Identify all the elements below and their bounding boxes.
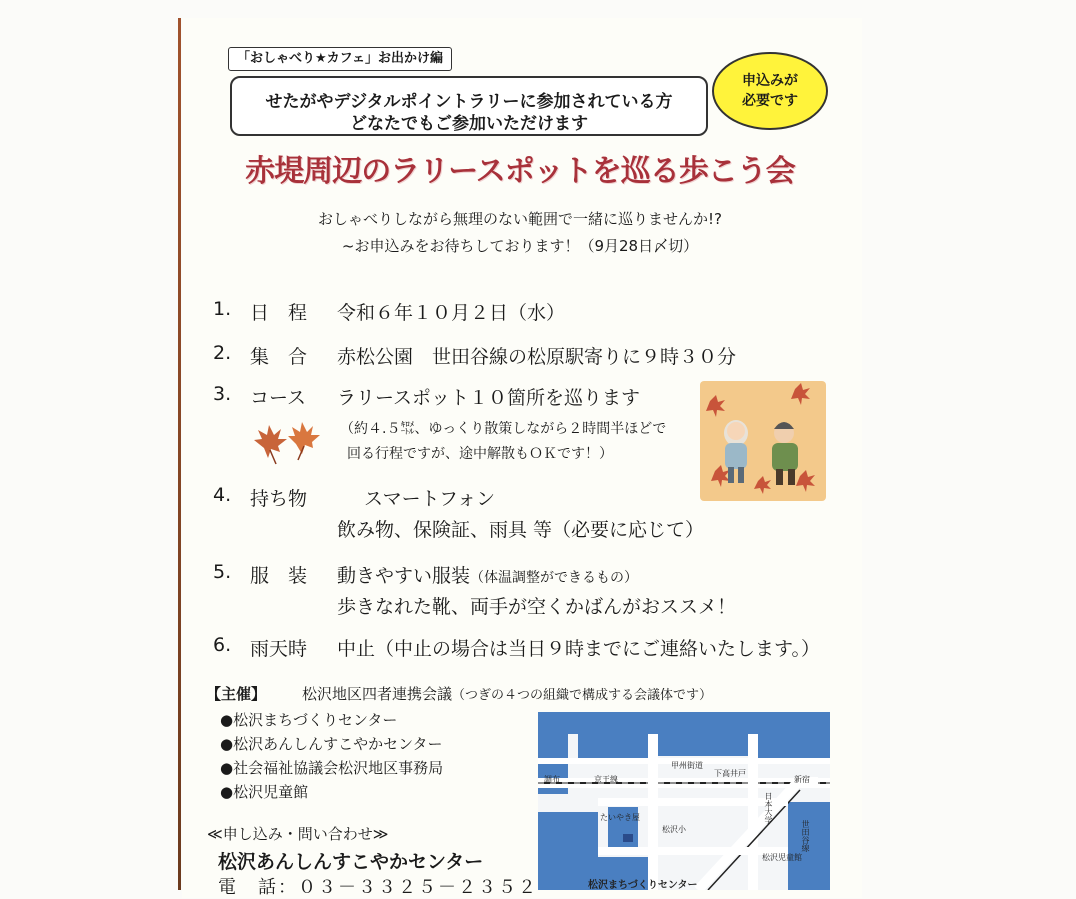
item-number: 6.: [213, 634, 232, 656]
map-label: 松沢小: [662, 825, 686, 834]
badge-line-1: 申込みが: [742, 73, 798, 89]
item-value: 令和６年１０月２日（水）: [337, 302, 566, 324]
map-label: たいやき屋: [600, 813, 640, 822]
item-value: 中止（中止の場合は当日９時までにご連絡いたします。）: [337, 638, 820, 660]
item-label: コース: [250, 387, 307, 409]
item-value: 赤松公園 世田谷線の松原駅寄りに９時３０分: [337, 346, 737, 368]
item-number: 3.: [213, 383, 232, 405]
event-title: 赤堤周辺のラリースポットを巡る歩こう会: [245, 154, 795, 189]
eligibility-line-2: どなたでもご参加いただけます: [350, 114, 588, 134]
item-number: 5.: [213, 561, 232, 583]
page-edge: [178, 18, 181, 890]
item-value: スマートフォン: [364, 488, 496, 510]
organizer-member: ●松沢児童館: [220, 783, 309, 801]
item-value-main: 動きやすい服装: [337, 565, 471, 587]
organizer-member: ●松沢まちづくりセンター: [220, 711, 398, 729]
item-number: 4.: [213, 484, 232, 506]
walking-illustration: [700, 381, 826, 501]
contact-heading: ≪申し込み・問い合わせ≫: [207, 825, 389, 843]
area-map: [538, 712, 830, 890]
map-label: 新宿: [794, 775, 810, 784]
item-label: 持ち物: [250, 488, 308, 510]
map-label: 甲州街道: [671, 761, 703, 770]
organizer-note: （つぎの４つの組織で構成する会議体です）: [452, 688, 713, 703]
map-drawing: [538, 712, 830, 890]
course-note-2: 回る行程ですが、途中解散もＯＫです！）: [347, 446, 613, 462]
contact-phone: 電 話：０３－３３２５－２３５２: [218, 877, 538, 898]
item-label: 雨天時: [250, 638, 308, 660]
organizer-member: ●社会福祉協議会松沢地区事務局: [220, 759, 444, 777]
organizer-name-line: [302, 683, 712, 704]
maple-leaf-icon: [250, 408, 330, 468]
item-label: 集 合: [250, 346, 308, 368]
subtitle-2: ~お申込みをお待ちしております！（9月28日〆切）: [341, 237, 699, 255]
map-label: 松沢児童館: [762, 853, 802, 862]
item-number: 1.: [213, 298, 232, 320]
course-note-1: （約４.５㌖、ゆっくり散策しながら２時間半ほどで: [340, 421, 667, 437]
organizer-member: ●松沢あんしんすこやかセンター: [220, 735, 443, 753]
contact-name: 松沢あんしんすこやかセンター: [218, 851, 484, 873]
map-label: 下高井戸: [714, 769, 746, 778]
subtitle-1: おしゃべりしながら無理のない範囲で一緒に巡りませんか!?: [318, 210, 722, 228]
item-belongings-line-2: 飲み物、保険証、雨具 等（必要に応じて）: [337, 519, 705, 541]
organizer-heading: 【主催】: [206, 685, 267, 703]
map-label: 世田谷線: [801, 820, 810, 852]
organizer-name: 松沢地区四者連携会議: [302, 685, 453, 703]
item-value: [337, 561, 638, 588]
item-clothing-line-2: 歩きなれた靴、両手が空くかばんがおススメ！: [337, 596, 737, 618]
application-required-badge: [712, 52, 828, 130]
item-number: 2.: [213, 342, 232, 364]
item-label: 服 装: [250, 565, 308, 587]
map-label: 日本大学: [764, 792, 773, 824]
map-label: 松沢まちづくりセンター: [588, 880, 698, 890]
map-label: 京王線: [594, 775, 618, 784]
item-value-note: （体温調整ができるもの）: [470, 570, 639, 586]
eligibility-box: [230, 76, 708, 136]
item-label: 日 程: [250, 302, 308, 324]
badge-line-2: 必要です: [742, 93, 798, 109]
item-value: ラリースポット１０箇所を巡ります: [337, 387, 641, 409]
cafe-tag: 「おしゃべり★カフェ」お出かけ編: [228, 47, 452, 71]
map-label: 調布: [544, 775, 560, 784]
eligibility-line-1: せたがやデジタルポイントラリーに参加されている方: [265, 92, 673, 112]
